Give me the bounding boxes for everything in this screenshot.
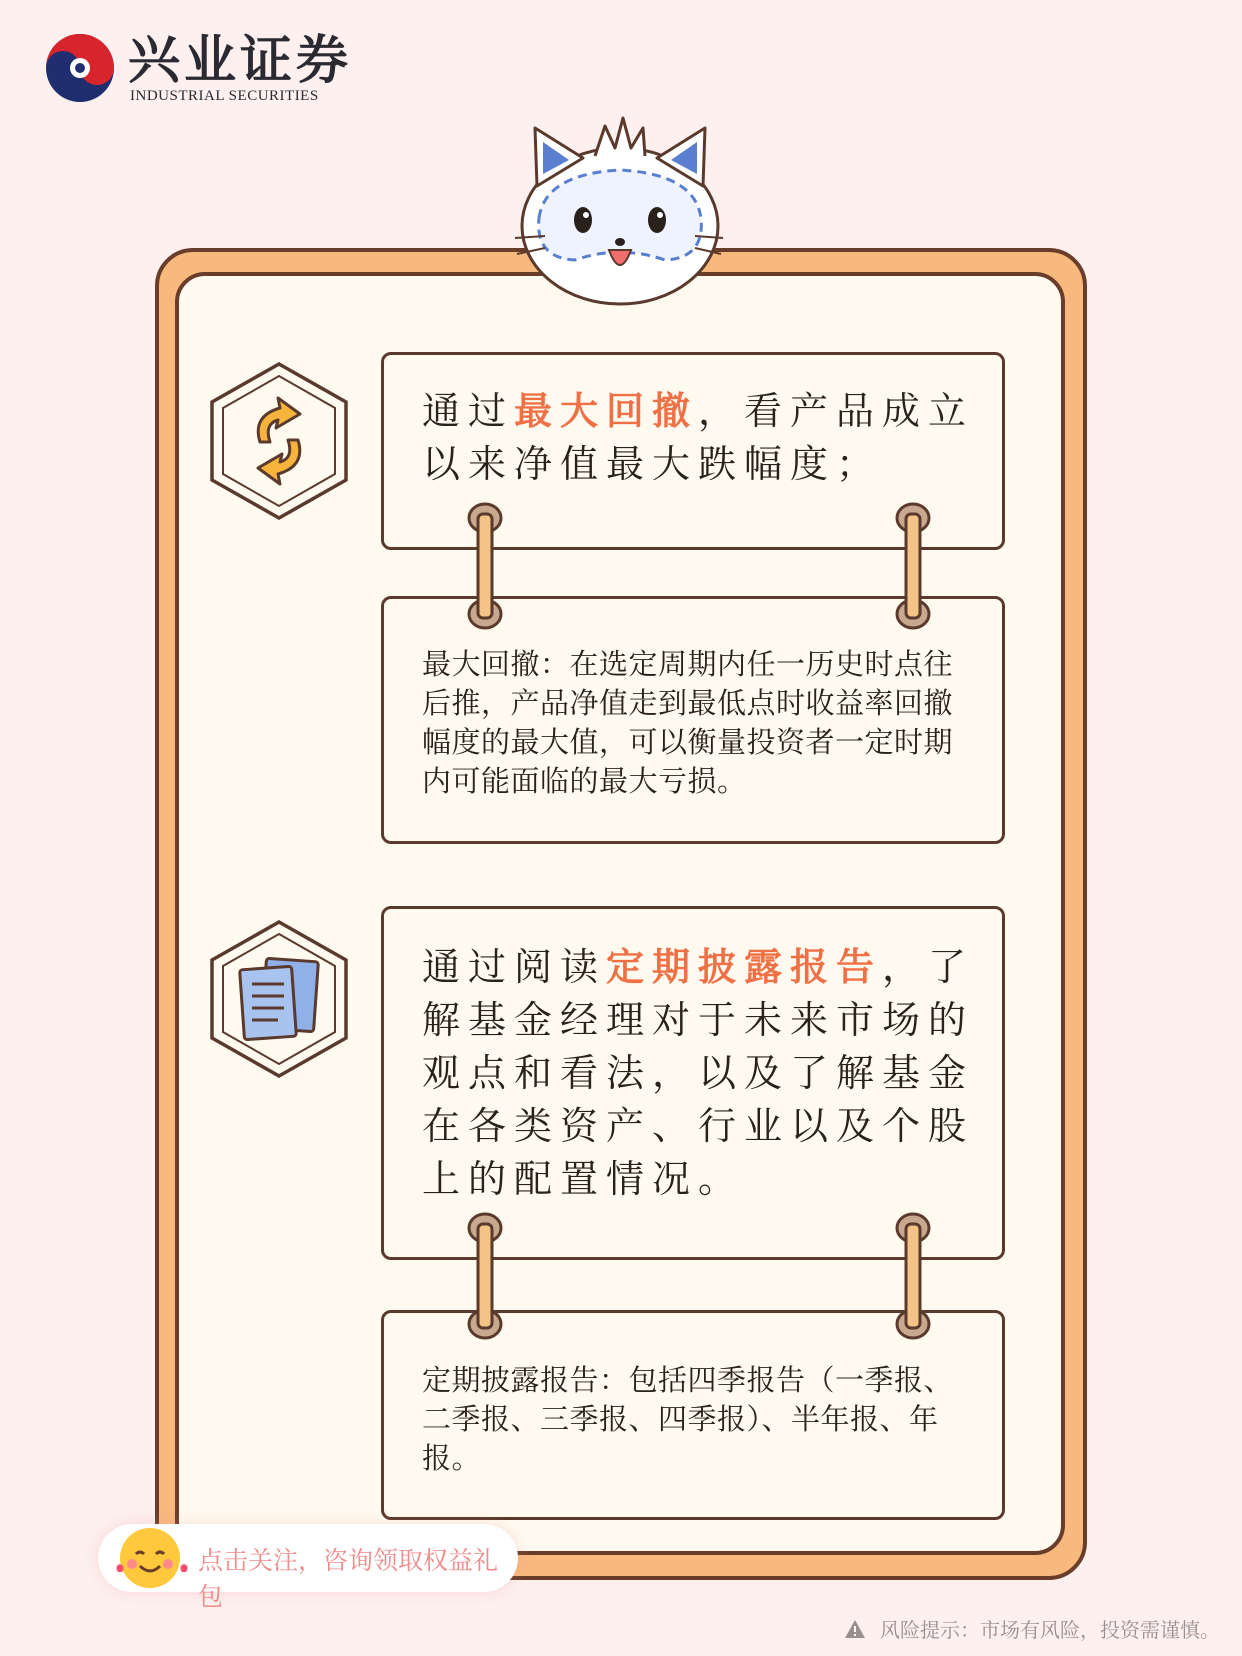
drawdown-note: 最大回撤：在选定周期内任一历史时点往后推，产品净值走到最低点时收益率回撤幅度的最大值，可以衡量投资者一定时期内可能面临的最大亏损。: [422, 647, 954, 798]
risk-notice: [844, 1614, 1220, 1643]
drawdown-main-text: [422, 385, 976, 491]
drawdown-text-suffix: ，看产品成立以来净值最大跌幅度；: [422, 389, 975, 486]
report-card: [381, 906, 1005, 1260]
follow-prompt-text: 点击关注，咨询领取权益礼包: [198, 1546, 499, 1611]
risk-notice-text: 风险提示：市场有风险，投资需谨慎。: [880, 1618, 1220, 1642]
brand-name-en: INDUSTRIAL SECURITIES: [130, 88, 319, 104]
drawdown-highlight: 最大回撤: [514, 389, 699, 433]
report-text-suffix: ，了解基金经理对于未来市场的观点和看法，以及了解基金在各类资产、行业以及个股上的配置情况。: [422, 945, 975, 1201]
binder-ring-icon: [893, 1210, 933, 1342]
binder-ring-icon: [465, 1210, 505, 1342]
smiling-face-icon: [110, 1516, 190, 1596]
raccoon-mascot-icon: [505, 108, 735, 308]
binder-ring-icon: [893, 500, 933, 632]
report-note: 定期披露报告：包括四季报告（一季报、二季报、三季报、四季报）、半年报、年报。: [422, 1363, 954, 1475]
drawdown-note-card: [381, 596, 1005, 844]
brand-name-cn: 兴业证券: [128, 30, 353, 91]
brand-logo: [44, 32, 374, 104]
report-main-text: [422, 941, 976, 1206]
industrial-securities-logo-icon: [44, 32, 116, 104]
binder-ring-icon: [465, 500, 505, 632]
drawdown-text-prefix: 通过: [422, 389, 515, 433]
warning-icon: [844, 1619, 866, 1639]
documents-icon: [208, 918, 350, 1080]
report-highlight: 定期披露报告: [606, 945, 883, 989]
follow-prompt-button[interactable]: [98, 1524, 518, 1611]
report-text-prefix: 通过阅读: [422, 945, 607, 989]
refresh-arrows-icon: [208, 360, 350, 522]
